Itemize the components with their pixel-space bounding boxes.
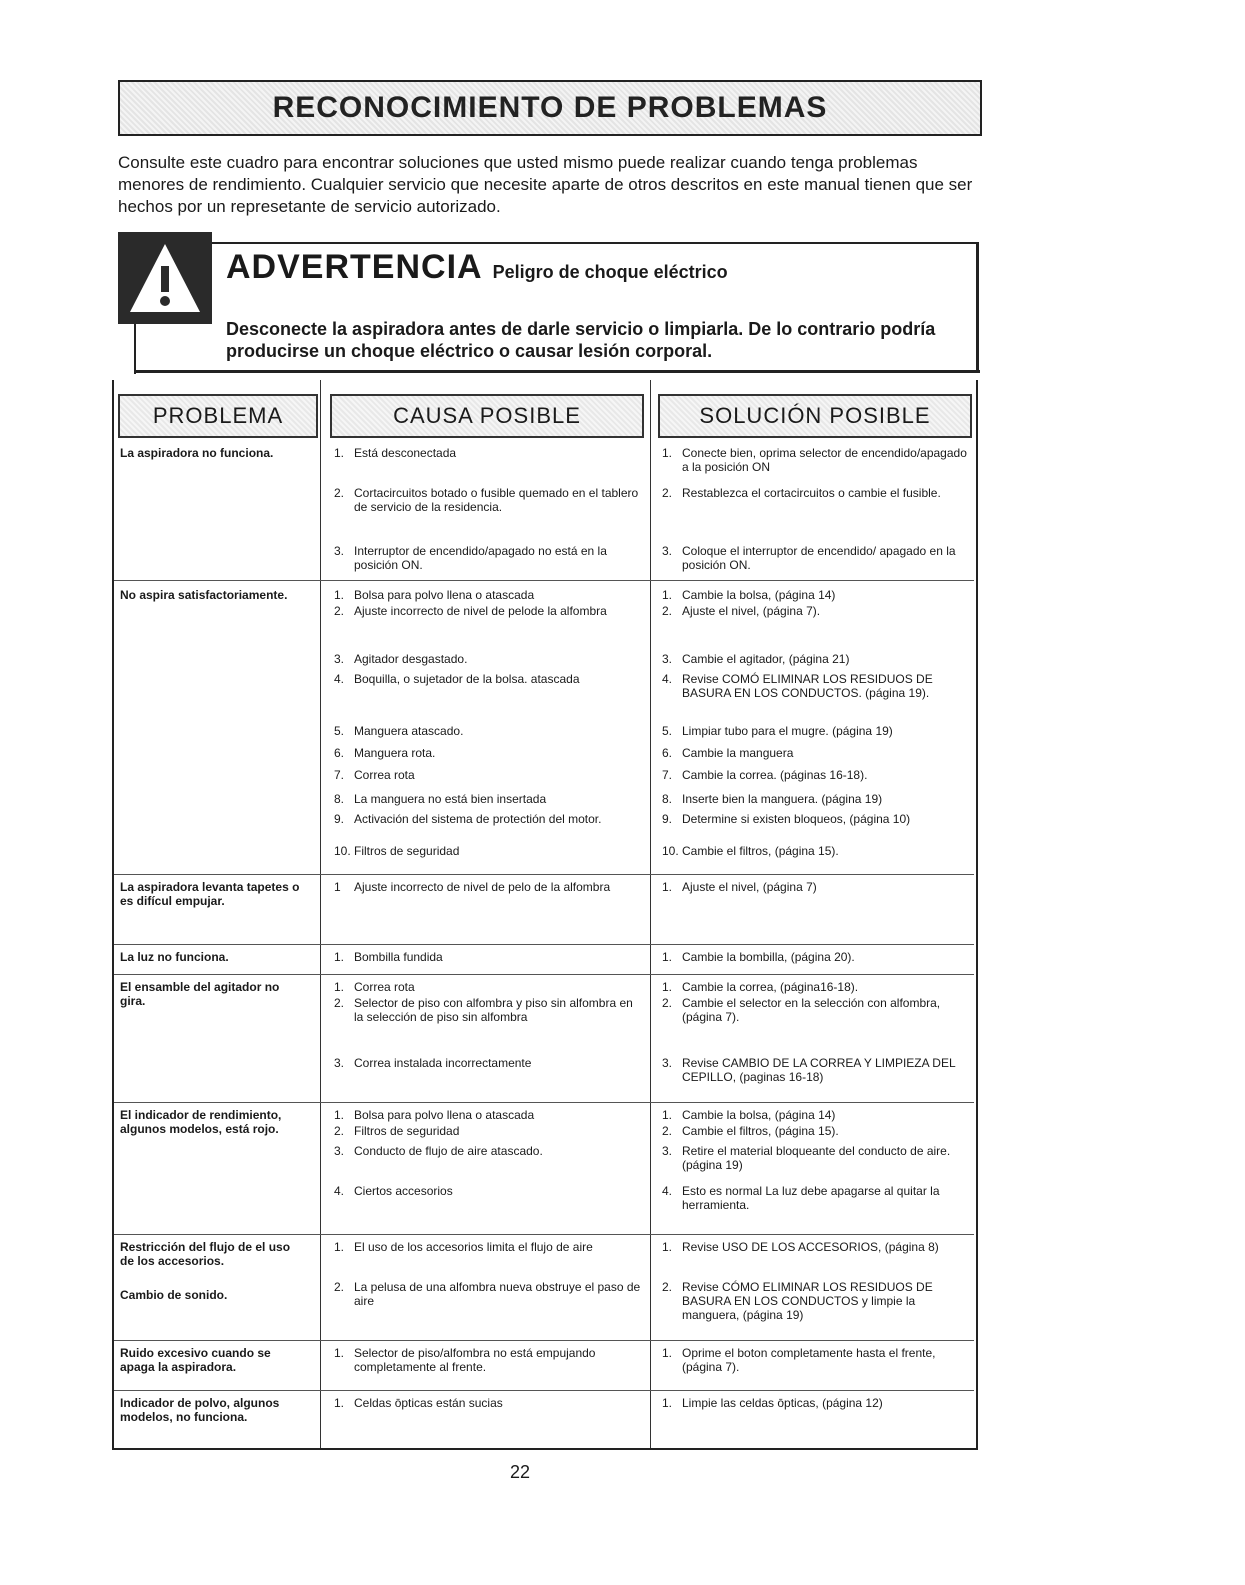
problem-text: Cambio de sonido. [120, 1288, 228, 1302]
cause-item-number: 7. [334, 768, 345, 782]
solution-item-number: 3. [662, 1144, 673, 1158]
solution-item-text: Cambie la manguera [682, 746, 794, 760]
cause-item [334, 1240, 644, 1254]
cause-item [334, 544, 644, 572]
cause-item-number: 1 [334, 880, 341, 894]
warning-border-top [212, 242, 979, 244]
cause-item-number: 2. [334, 486, 345, 500]
solution-item-number: 2. [662, 1280, 673, 1294]
cause-item [334, 1184, 644, 1198]
solution-item-number: 1. [662, 1240, 673, 1254]
solution-item-number: 8. [662, 792, 673, 806]
cause-item-number: 2. [334, 604, 345, 618]
cause-item [334, 996, 644, 1024]
solution-item-number: 1. [662, 446, 673, 460]
cause-item-text: Conducto de flujo de aire atascado. [354, 1144, 543, 1158]
solution-item [662, 996, 972, 1024]
solution-item-number: 10. [662, 844, 679, 858]
header-problema [118, 394, 318, 438]
solution-item [662, 1280, 972, 1322]
solution-item [662, 672, 972, 700]
solution-item [662, 446, 972, 474]
cause-item [334, 950, 644, 964]
cause-item-text: Selector de piso con alfombra y piso sin alfombra en la selección de piso sin alfombra [354, 996, 633, 1024]
cause-item-number: 1. [334, 1240, 345, 1254]
solution-item-number: 1. [662, 588, 673, 602]
cause-item-number: 5. [334, 724, 345, 738]
solution-item-number: 5. [662, 724, 673, 738]
troubleshooting-table [112, 380, 978, 1450]
solution-item-text: Cambie el selector en la selección con alfombra, (página 7). [682, 996, 941, 1024]
row-divider [114, 874, 974, 875]
solution-item [662, 980, 972, 994]
intro-paragraph: Consulte este cuadro para encontrar soluciones que usted mismo puede realizar cuando tenga problemas menores de rendimiento. Cualquier servicio que necesite aparte de otros descritos en este manual tienen que ser hechos por un represetante de servicio autorizado. [118, 153, 973, 216]
header-problema-label: PROBLEMA [152, 403, 284, 428]
solution-item [662, 1124, 972, 1138]
problem-text: Indicador de polvo, algunos modelos, no funciona. [120, 1396, 280, 1424]
cause-item [334, 746, 644, 760]
solution-item [662, 1056, 972, 1084]
cause-item-text: Ciertos accesorios [354, 1184, 453, 1198]
cause-item-number: 2. [334, 996, 345, 1010]
solution-item-number: 4. [662, 672, 673, 686]
solution-item-number: 2. [662, 486, 673, 500]
row-divider [114, 1390, 974, 1391]
cause-item-text: Filtros de seguridad [354, 844, 460, 858]
header-causa-label: CAUSA POSIBLE [393, 403, 581, 428]
cause-item-number: 1. [334, 1346, 345, 1360]
cause-item-number: 1. [334, 980, 345, 994]
warning-border-left [134, 324, 136, 374]
solution-item-text: Cambie la correa. (páginas 16-18). [682, 768, 868, 782]
solution-item-number: 9. [662, 812, 673, 826]
cause-item-text: Correa rota [354, 768, 415, 782]
cause-item [334, 1346, 644, 1374]
warning-triangle-icon [118, 232, 212, 324]
cause-item-number: 1. [334, 1396, 345, 1410]
solution-item [662, 950, 972, 964]
solution-item [662, 1346, 972, 1374]
solution-item-text: Cambie la bombilla, (página 20). [682, 950, 855, 964]
solution-item-text: Restablezca el cortacircuitos o cambie el fusible. [682, 486, 941, 500]
solution-item-number: 3. [662, 652, 673, 666]
problem-text: La luz no funciona. [120, 950, 229, 964]
cause-item-text: Bolsa para polvo llena o atascada [354, 588, 535, 602]
solution-item-text: Conecte bien, oprima selector de encendido/apagado a la posición ON [682, 446, 967, 474]
solution-item-text: Cambie el filtros, (página 15). [682, 1124, 839, 1138]
cause-item-text: Bolsa para polvo llena o atascada [354, 1108, 535, 1122]
problem-text: La aspiradora no funciona. [120, 446, 274, 460]
cause-item [334, 1108, 644, 1122]
cause-item-text: Celdas ōpticas están sucias [354, 1396, 503, 1410]
cause-item [334, 1124, 644, 1138]
solution-item [662, 844, 972, 858]
solution-item-text: Cambie el agitador, (página 21) [682, 652, 850, 666]
solution-item-text: Cambie el filtros, (página 15). [682, 844, 839, 858]
solution-item [662, 544, 972, 572]
warning-subtitle: Peligro de choque eléctrico [492, 262, 728, 282]
row-divider [114, 580, 974, 581]
cause-item [334, 588, 644, 602]
cause-item [334, 604, 644, 618]
problem-text: No aspira satisfactoriamente. [120, 588, 288, 602]
cause-item-text: El uso de los accesorios limita el flujo de aire [354, 1240, 593, 1254]
problem-text: Restricción del flujo de el uso de los accesorios. [120, 1240, 291, 1268]
solution-item-text: Cambie la correa, (página16-18). [682, 980, 859, 994]
cause-item-number: 1. [334, 950, 345, 964]
cause-item-number: 3. [334, 1056, 345, 1070]
cause-item-number: 1. [334, 588, 345, 602]
cause-item-number: 4. [334, 672, 345, 686]
page-title: RECONOCIMIENTO DE PROBLEMAS [272, 91, 828, 124]
cause-item-text: Filtros de seguridad [354, 1124, 460, 1138]
solution-item-text: Inserte bien la manguera. (página 19) [682, 792, 883, 806]
solution-item [662, 812, 972, 826]
solution-item-number: 4. [662, 1184, 673, 1198]
warning-heading [226, 248, 728, 287]
solution-item [662, 486, 972, 500]
cause-item-number: 10. [334, 844, 351, 858]
page-number: 22 [510, 1462, 531, 1482]
warning-border-bottom [134, 370, 980, 373]
solution-item [662, 768, 972, 782]
solution-item [662, 1144, 972, 1172]
cause-item [334, 792, 644, 806]
solution-item [662, 604, 972, 618]
solution-item-text: Revise COMÓ ELIMINAR LOS RESIDUOS DE BASURA EN LOS CONDUCTOS. (página 19). [682, 672, 933, 700]
solution-item [662, 652, 972, 666]
solution-item-number: 1. [662, 980, 673, 994]
column-divider [650, 380, 651, 1448]
solution-item-number: 1. [662, 1396, 673, 1410]
cause-item-text: Ajuste incorrecto de nivel de pelode la alfombra [354, 604, 607, 618]
solution-item-number: 6. [662, 746, 673, 760]
solution-item-text: Ajuste el nivel, (página 7) [682, 880, 817, 894]
cause-item-text: Interruptor de encendido/apagado no está en la posición ON. [354, 544, 607, 572]
page-title-banner [118, 80, 982, 136]
cause-item [334, 446, 644, 460]
solution-item-text: Esto es normal La luz debe apagarse al quitar la herramienta. [682, 1184, 940, 1212]
cause-item-text: Cortacircuitos botado o fusible quemado en el tablero de servicio de la residencia. [354, 486, 639, 514]
cause-item-number: 2. [334, 1280, 345, 1294]
solution-item-text: Revise CÓMO ELIMINAR LOS RESIDUOS DE BASURA EN LOS CONDUCTOS y limpie la manguera, (página 19) [682, 1280, 933, 1322]
problem-text: El ensamble del agitador no gira. [120, 980, 280, 1008]
cause-item-text: Ajuste incorrecto de nivel de pelo de la alfombra [354, 880, 611, 894]
header-solucion-label: SOLUCIÓN POSIBLE [699, 403, 931, 428]
cause-item [334, 844, 644, 858]
cause-item [334, 880, 644, 894]
cause-item-text: Agitador desgastado. [354, 652, 468, 666]
row-divider [114, 1234, 974, 1235]
cause-item-number: 8. [334, 792, 345, 806]
solution-item-text: Cambie la bolsa, (página 14) [682, 1108, 836, 1122]
solution-item [662, 1396, 972, 1410]
solution-item-number: 2. [662, 1124, 673, 1138]
cause-item-text: Está desconectada [354, 446, 457, 460]
header-causa [330, 394, 644, 438]
cause-item [334, 724, 644, 738]
cause-item [334, 672, 644, 686]
cause-item-number: 3. [334, 544, 345, 558]
cause-item-number: 3. [334, 652, 345, 666]
row-divider [114, 1340, 974, 1341]
solution-item [662, 1184, 972, 1212]
cause-item-number: 1. [334, 446, 345, 460]
cause-item [334, 980, 644, 994]
warning-text: Desconecte la aspiradora antes de darle servicio o limpiarla. De lo contrario podría producirse un choque eléctrico o causar lesión corporal. [226, 319, 936, 361]
solution-item-number: 3. [662, 544, 673, 558]
cause-item-text: Correa rota [354, 980, 415, 994]
cause-item-text: Bombilla fundida [354, 950, 443, 964]
solution-item-text: Determine si existen bloqueos, (página 10) [682, 812, 911, 826]
cause-item-number: 9. [334, 812, 345, 826]
row-divider [114, 1102, 974, 1103]
solution-item-number: 2. [662, 604, 673, 618]
row-divider [114, 974, 974, 975]
solution-item-number: 7. [662, 768, 673, 782]
solution-item [662, 880, 972, 894]
solution-item [662, 1108, 972, 1122]
cause-item-text: Correa instalada incorrectamente [354, 1056, 532, 1070]
cause-item-number: 6. [334, 746, 345, 760]
solution-item-text: Limpie las celdas ōpticas, (página 12) [682, 1396, 883, 1410]
cause-item-number: 4. [334, 1184, 345, 1198]
cause-item [334, 1280, 644, 1308]
solution-item-text: Cambie la bolsa, (página 14) [682, 588, 836, 602]
row-divider [114, 944, 974, 945]
cause-item-number: 1. [334, 1108, 345, 1122]
warning-title: ADVERTENCIA [226, 248, 483, 286]
column-divider [320, 380, 321, 1448]
solution-item-text: Retire el material bloqueante del conducto de aire. (página 19) [682, 1144, 951, 1172]
cause-item-text: Manguera atascado. [354, 724, 464, 738]
problem-text: La aspiradora levanta tapetes o es difícul empujar. [120, 880, 300, 908]
solution-item [662, 724, 972, 738]
cause-item [334, 1056, 644, 1070]
solution-item-number: 1. [662, 1108, 673, 1122]
cause-item [334, 768, 644, 782]
cause-item-text: La pelusa de una alfombra nueva obstruye el paso de aire [354, 1280, 641, 1308]
solution-item-text: Ajuste el nivel, (página 7). [682, 604, 821, 618]
solution-item-number: 1. [662, 880, 673, 894]
cause-item-number: 2. [334, 1124, 345, 1138]
header-solucion [658, 394, 972, 438]
cause-item [334, 1396, 644, 1410]
solution-item [662, 792, 972, 806]
solution-item [662, 1240, 972, 1254]
cause-item-number: 3. [334, 1144, 345, 1158]
cause-item-text: Boquilla, o sujetador de la bolsa. atascada [354, 672, 580, 686]
solution-item-number: 3. [662, 1056, 673, 1070]
cause-item-text: La manguera no está bien insertada [354, 792, 547, 806]
cause-item [334, 652, 644, 666]
cause-item-text: Selector de piso/alfombra no está empujando completamente al frente. [354, 1346, 596, 1374]
solution-item [662, 588, 972, 602]
problem-text: El indicador de rendimiento, algunos modelos, está rojo. [120, 1108, 282, 1136]
solution-item-text: Coloque el interruptor de encendido/ apagado en la posición ON. [682, 544, 956, 572]
solution-item-text: Limpiar tubo para el mugre. (página 19) [682, 724, 893, 738]
cause-item [334, 812, 644, 826]
solution-item-text: Revise CAMBIO DE LA CORREA Y LIMPIEZA DEL CEPILLO, (paginas 16-18) [682, 1056, 956, 1084]
solution-item-number: 1. [662, 1346, 673, 1360]
solution-item-text: Oprime el boton completamente hasta el frente, (página 7). [682, 1346, 936, 1374]
problem-text: Ruido excesivo cuando se apaga la aspiradora. [120, 1346, 271, 1374]
solution-item [662, 746, 972, 760]
solution-item-text: Revise USO DE LOS ACCESORIOS, (página 8) [682, 1240, 939, 1254]
cause-item [334, 1144, 644, 1158]
warning-border-right [976, 242, 979, 373]
cause-item [334, 486, 644, 514]
cause-item-text: Activación del sistema de protectión del motor. [354, 812, 602, 826]
solution-item-number: 2. [662, 996, 673, 1010]
cause-item-text: Manguera rota. [354, 746, 436, 760]
warning-box [118, 232, 980, 372]
solution-item-number: 1. [662, 950, 673, 964]
